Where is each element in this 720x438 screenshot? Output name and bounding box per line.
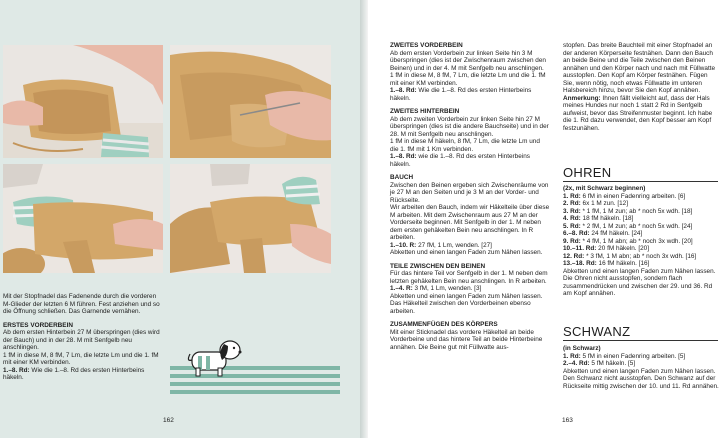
page-number-left: 162: [163, 417, 174, 424]
row-label: 2. Rd:: [563, 200, 581, 207]
row-label: 5. Rd:: [563, 222, 581, 230]
paragraph-continuation: stopfen. Das breite Bauchteil mit einer Stopfnadel an der anderen Körperseite festnähen. Dann den Bauch an beide Beine und die Teile zwischen den Beinen annähen und den Körper nach und nach mit Füllwatte ausstopfen. Den Kopf am Körper festnähen. Fügen Sie, wenn nötig, noch etwas Füllwatte im unteren Halsbereich hinzu, bevor Sie den Kopf annähen.: [563, 42, 716, 94]
row-label: 12. Rd:: [563, 252, 585, 260]
schwanz-rows: [563, 353, 719, 368]
title-zusammenfuegen: ZUSAMMENFÜGEN DES KÖRPERS: [390, 321, 498, 328]
row-text: 5 fM häkeln. [5]: [589, 360, 636, 367]
dog-illustration: [170, 328, 340, 398]
paragraph-zweites-hinterbein: Ab dem zweiten Vorderbein zur linken Seite hin 27 M überspringen (dies ist die andere Bauchseite) und in der 28. M mit Senfgelb neu anschlingen. 1 fM in diese M häkeln, 8 fM, 7 Lm, die letzte Lm und die 1. fM mit 1 Km verbinden. 1.–8. Rd: wie die 1.–8. Rd des ersten Hinterbeins häkeln.: [390, 115, 549, 168]
row-text: * 2 fM, 1 M zun; ab * noch 5x wdh. [24]: [580, 222, 693, 230]
instruction-row: [563, 245, 719, 253]
row-label: 1. Rd:: [563, 192, 581, 200]
page-number-right: 163: [562, 417, 573, 424]
instruction-row: [563, 360, 719, 368]
ohren-rows: [563, 193, 719, 268]
instruction-row: [563, 253, 719, 261]
row-label: 3. Rd:: [563, 207, 581, 215]
row-label: 4. Rd:: [563, 215, 581, 222]
photo-crochet-body-legs: [3, 164, 163, 273]
row-label: 9. Rd:: [563, 237, 581, 245]
paragraph-zweites-vorderbein: Ab dem ersten Vorderbein zur linken Seite hin 3 M überspringen (dies ist der Zwischenraum zwischen den Beinen) und in der 4. M mit Senfgelb neu anschlingen. 1 fM in diese M, 8 fM, 7 Lm, die letzte Lm und die 1. fM mit einer KM verbinden. 1.–8. Rd: Wie die 1.–8. Rd des ersten Hinterbeins häkeln.: [390, 49, 546, 102]
instruction-row: [563, 215, 719, 223]
row-label: 6.–8. Rd:: [563, 230, 590, 237]
row-text: 16 fM häkeln. [16]: [596, 260, 650, 267]
schwanz-end: Abketten und einen langen Faden zum Nähen lassen. Den Schwanz nicht ausstopfen. Den Schwanz auf der Rückseite mittig zwischen der 10. und 11. Rd annähen.: [563, 367, 719, 390]
left-page-text: [3, 293, 163, 382]
row-text: * 3 fM, 1 M abn; ab * noch 3x wdh. [16]: [584, 252, 697, 260]
ohren-end: Abketten und einen langen Faden zum Nähen lassen. Die Ohren nicht ausstopfen, sondern flach zusammendrücken und zwischen der 29. und 36. Rd am Kopf annähen.: [563, 267, 716, 297]
row-text: 24 fM häkeln. [24]: [589, 230, 643, 237]
title-teile-zwischen-den-beinen: TEILE ZWISCHEN DEN BEINEN: [390, 262, 486, 270]
paragraph-zusammenfuegen: Mit einer Sticknadel das vordere Häkelteil an beide Vorderbeine und das hintere Teil an beide Hinterbeine annähen. Die Beine gut mit Füllwatte aus-: [390, 328, 543, 351]
paragraph-anmerkung: Anmerkung: Ihnen fällt vielleicht auf, dass der Hals meines Hundes nur noch 1 statt 2 Rd in Senfgelb aufweist, bevor das Streifenmuster beginnt. Ich habe die 1. Rd dazu verwendet, den Kopf besser am Kopf festzunähen.: [563, 94, 713, 132]
row-label: 10.–11. Rd:: [563, 245, 597, 252]
right-column-2: [563, 42, 719, 138]
title-zweites-vorderbein: ZWEITES VORDERBEIN: [390, 42, 463, 49]
book-gutter: [360, 0, 368, 438]
heading-schwanz: SCHWANZ: [563, 324, 718, 341]
ohren-instructions: [563, 185, 719, 304]
section-title-erstes-vorderbein: ERSTES VORDERBEIN: [3, 321, 73, 329]
row-text: * 4 fM, 1 M abn; ab * noch 3x wdh. [20]: [580, 237, 693, 245]
row-label: 2.–4. Rd:: [563, 360, 590, 367]
instruction-row: [563, 260, 719, 268]
right-column-1: [390, 42, 550, 357]
row-label: 13.–18. Rd:: [563, 260, 597, 267]
row-text: 18 fM häkeln. [18]: [580, 215, 634, 222]
schwanz-subtitle: (in Schwarz): [563, 345, 601, 352]
heading-ohren: OHREN: [563, 165, 718, 182]
instruction-row: [563, 230, 719, 238]
schwanz-instructions: [563, 345, 719, 396]
row-text: 6 fM in einen Fadenring arbeiten. [6]: [580, 192, 686, 200]
row-text: 6x 1 M zun. [12]: [580, 200, 629, 207]
instruction-row: [563, 208, 719, 216]
title-zweites-hinterbein: ZWEITES HINTERBEIN: [390, 108, 460, 115]
instruction-row: [563, 223, 719, 231]
paragraph-bauch: Zwischen den Beinen ergeben sich Zwischenräume von je 27 M an den Seiten und je 3 M an der Vorder- und Rückseite. Wir arbeiten den Bauch, indem wir Häkelteile über diese M arbeiten. Mit dem Zwischenraum aus 27 M an der Vorderseite beginnen. Mit Senfgelb in der 1. M neben dem ersten gehäkelten Bein neu anschlingen. In R arbeiten. 1.–10. R: 27 fM, 1 Lm, wenden. [27] Abketten und einen langen Faden zum Nähen lassen.: [390, 181, 550, 256]
paragraph-teile-zwischen-den-beinen: Für das hintere Teil vor Senfgelb in der 1. M neben dem letzten gehäkelten Bein neu anschlingen. In R arbeiten. 1.–4. R: 3 fM, 1 Lm, wenden. [3] Abketten und einen langen Faden zum Nähen lassen. Das Häkelteil zwischen den Vorderbeinen ebenso arbeiten.: [390, 270, 548, 315]
ohren-subtitle: (2x, mit Schwarz beginnen): [563, 185, 646, 192]
row-text: 20 fM häkeln. [20]: [596, 245, 649, 252]
row-text: 5 fM in einen Fadenring arbeiten. [5]: [580, 352, 686, 360]
row-label: 1. Rd:: [563, 352, 581, 360]
instruction-row: [563, 238, 719, 246]
title-bauch: BAUCH: [390, 174, 414, 181]
row-text: * 1 fM, 1 M zun; ab * noch 5x wdh. [18]: [580, 207, 693, 215]
intro-paragraph: Mit der Stopfnadel das Fadenende durch die vorderen M-Glieder der letzten 6 M führen. Fest anziehen und so die Öffnung schließen. Das Garnende vernähen.: [3, 293, 160, 315]
photo-crochet-dog-assembly: [170, 164, 331, 273]
instruction-row: [563, 193, 719, 201]
instruction-row: [563, 353, 719, 361]
photo-crochet-leg-needle: [170, 45, 331, 158]
instruction-row: [563, 200, 719, 208]
section-paragraph: Ab dem ersten Hinterbein 27 M überspringen (dies wird der Bauch) und in der 28. M mit Senfgelb neu anschlingen. 1 fM in diese M, 8 fM, 7 Lm, die letzte Lm und die 1. fM mit einer KM verbinden. 1.–8. Rd: Wie die 1.–8. Rd des ersten Hinterbeins häkeln.: [3, 329, 160, 381]
photo-crochet-body-hands: [3, 45, 163, 158]
